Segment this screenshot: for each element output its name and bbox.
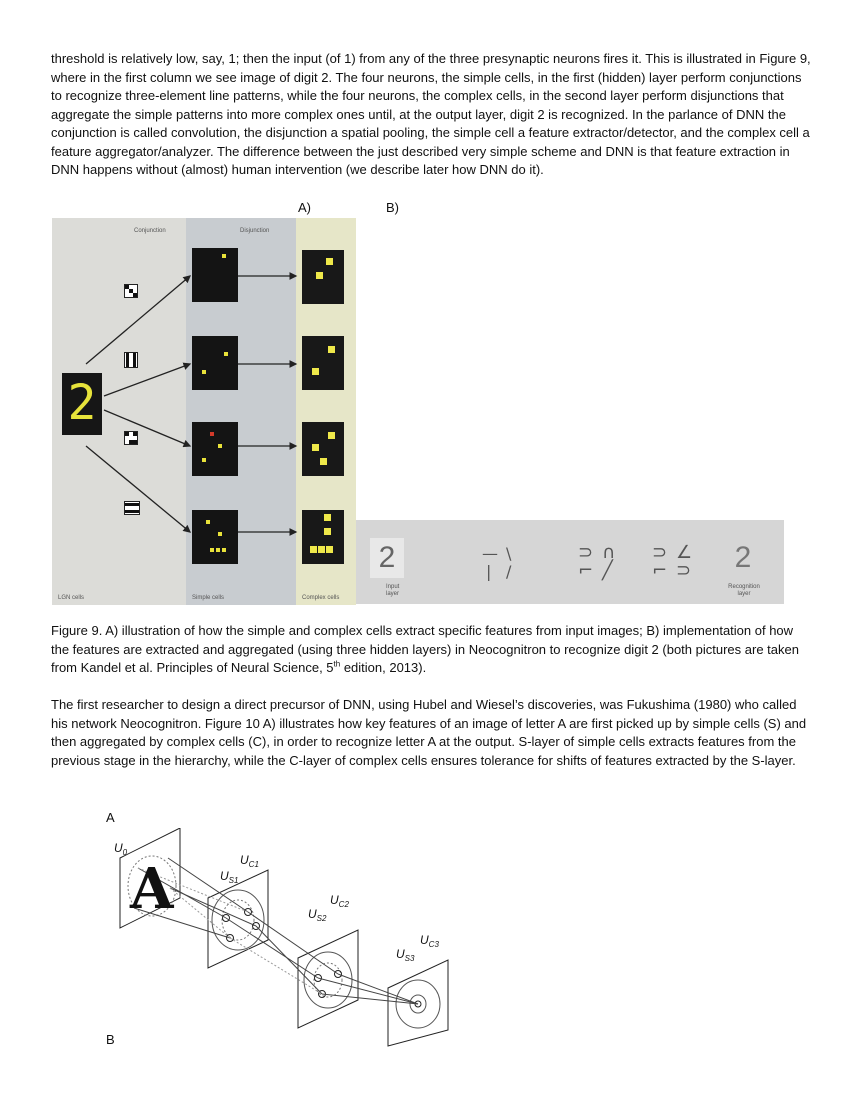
- complex-cell-1: [302, 250, 344, 304]
- stage2-glyph-3: ⌐: [578, 560, 594, 581]
- plane-us3-uc3: [388, 960, 448, 1046]
- simple-cell-2: [192, 336, 238, 390]
- stage1-glyph-2: \: [506, 544, 512, 563]
- simple-cell-3: [192, 422, 238, 476]
- figure9-label-b: B): [386, 200, 399, 215]
- input-layer-label: Input layer: [386, 584, 400, 597]
- label-us2: $U_{S2}$: [308, 907, 327, 923]
- complex-cells-label: Complex cells: [302, 595, 340, 601]
- stage3-glyph-4: ⊃: [676, 560, 692, 581]
- input-letter: A: [130, 856, 174, 922]
- feature-stage-2: [574, 542, 630, 582]
- stage2-glyph-1: ⊃: [578, 542, 594, 563]
- label-us1: $U_{S1}$: [220, 869, 239, 885]
- complex-cell-4: [302, 510, 344, 564]
- stage1-glyph-1: —: [482, 544, 498, 563]
- input-layer-box: [370, 538, 404, 578]
- input-digit: 2: [67, 375, 97, 431]
- stage2-glyph-4: ╱: [602, 560, 613, 581]
- simple-cells-label: Simple cells: [192, 595, 225, 601]
- figure9-caption-sup: th: [333, 659, 341, 669]
- label-uc2: $U_{C2}$: [330, 893, 349, 909]
- feature-stage-3: [648, 542, 704, 582]
- figure10-label-b: B: [106, 1032, 115, 1047]
- input-layer-digit: 2: [378, 541, 396, 574]
- lgn-cells-label: LGN cells: [58, 595, 85, 601]
- figure9-label-a: A): [298, 200, 311, 215]
- figure9-panel-a: [52, 218, 356, 605]
- recognition-layer-label: Recognition layer: [728, 584, 760, 597]
- label-uc1: $U_{C1}$: [240, 853, 259, 869]
- conjunction-header: Conjunction: [134, 228, 166, 234]
- label-uc3: $U_{C3}$: [420, 933, 439, 949]
- neocognitron-diagram: [108, 828, 488, 1048]
- label-u0: $U_0$: [114, 841, 128, 857]
- body-paragraph: The first researcher to design a direct precursor of DNN, using Hubel and Wiesel’s discoveries, was Fukushima (1980) who called his network Neocognitron. Figure 10 A) illustrates how key features of an image of letter A are first picked up by simple cells (S) and then aggregated by complex cells (C), in order to recognize letter A at the output. S-layer of simple cells extracts features from the previous stage in the hierarchy, while the C-layer of complex cells ensures tolerance for shifts of features extracted by the S-layer.: [51, 697, 807, 768]
- simple-cell-1: [192, 248, 238, 302]
- simple-cell-4: [192, 510, 238, 564]
- figure10-label-a: A: [106, 810, 115, 825]
- label-us3: $U_{S3}$: [396, 947, 415, 963]
- figure9-caption-end: edition, 2013).: [340, 660, 427, 675]
- figure9-caption-text: Figure 9. A) illustration of how the simple and complex cells extract specific features from input images; B) implementation of how the features are extracted and aggregated (using three hidden layers) in Neocognitron to recognize digit 2 (both pictures are taken from Kandel et al. Principles of Neural Science, 5: [51, 623, 799, 675]
- disjunction-header: Disjunction: [240, 228, 270, 234]
- stage3-glyph-1: ⊃: [652, 542, 668, 563]
- stage1-glyph-4: /: [506, 562, 512, 581]
- feature-stage-1: [478, 542, 528, 582]
- intro-paragraph: threshold is relatively low, say, 1; then the input (of 1) from any of the three presynaptic neurons fires it. This is illustrated in Figure 9, where in the first column we see image of digit 2. The four neurons, the simple cells, in the first (hidden) layer perform conjunctions to recognize three-element line patterns, while the four neurons, the complex cells, in the second layer perform disjunctions that aggregate the simple patterns into more complex ones until, at the output layer, digit 2 is recognized. In the parlance of DNN the conjunction is called convolution, the disjunction a spatial pooling, the simple cell a feature extractor/detector, and the complex cell a feature aggregator/analyzer. The difference between the just described very simple scheme and DNN is that feature extraction in DNN happens without (almost) human intervention (we describe later how DNN do it).: [51, 51, 811, 177]
- complex-cell-3: [302, 422, 344, 476]
- stage1-glyph-3: |: [486, 562, 492, 581]
- complex-cell-2: [302, 336, 344, 390]
- figure9-caption: [51, 622, 811, 678]
- recognition-layer-digit: 2: [734, 541, 752, 574]
- stage2-glyph-2: ∩: [602, 542, 616, 563]
- figure9-panel-b: [356, 520, 784, 604]
- stage3-glyph-3: ⌐: [652, 560, 668, 581]
- stage3-glyph-2: ∠: [676, 542, 693, 563]
